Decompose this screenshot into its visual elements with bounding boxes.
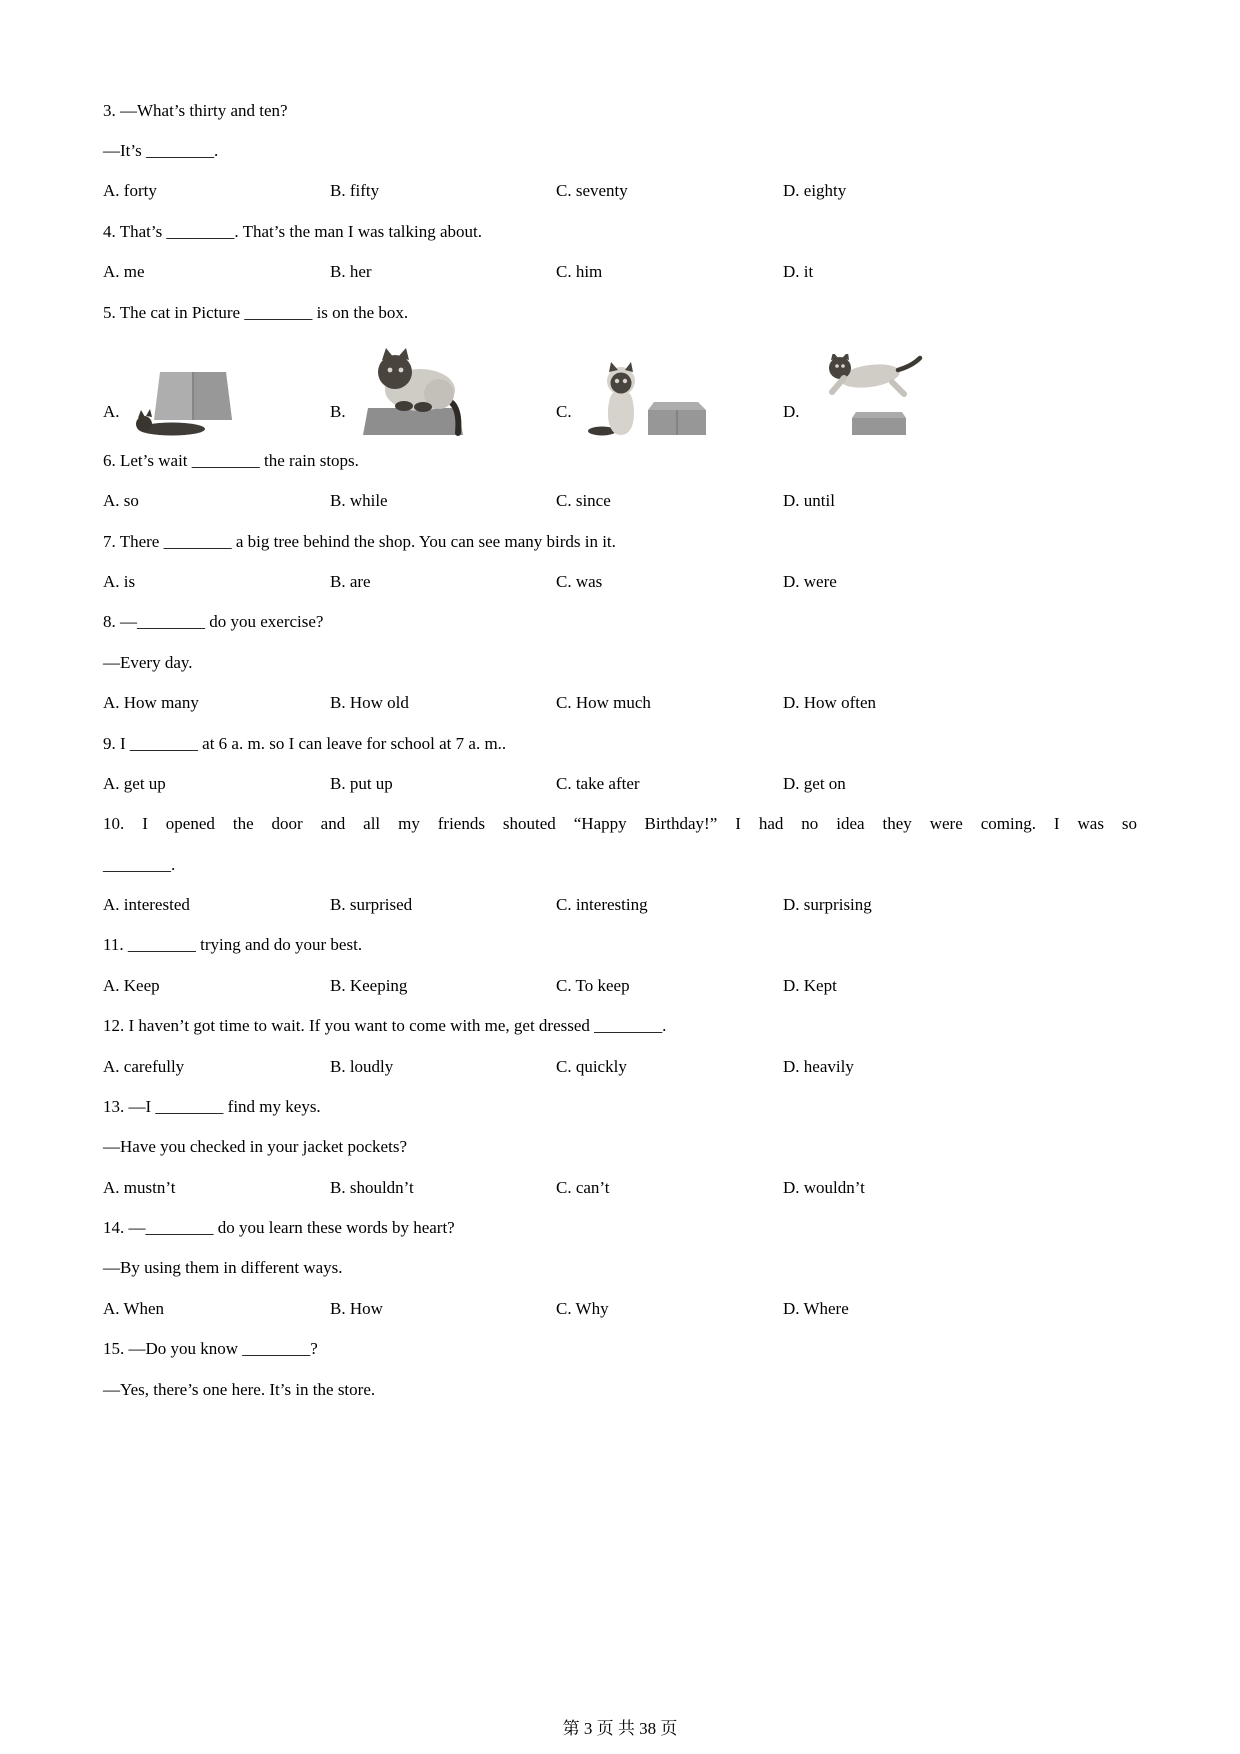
option-a: A. so	[103, 491, 139, 511]
question-reply: —Every day.	[103, 652, 193, 672]
option-a: A. carefully	[103, 1056, 185, 1076]
option-a: A. is	[103, 572, 136, 592]
option-c: C. take after	[556, 773, 640, 793]
option-c: C. him	[556, 262, 603, 282]
question-reply: —It’s ________.	[103, 141, 219, 161]
question-stem-continued: ________.	[103, 854, 176, 874]
option-b: B. put up	[330, 773, 393, 793]
cat-under-box-image	[134, 372, 246, 436]
options-row	[103, 171, 1137, 211]
options-row	[103, 561, 1137, 601]
question-block-10	[103, 804, 1137, 925]
question-reply: —By using them in different ways.	[103, 1258, 343, 1278]
option-c: C. To keep	[556, 975, 630, 995]
option-b: B. while	[330, 491, 388, 511]
question-stem: 11. ________ trying and do your best.	[103, 935, 363, 955]
picture-option-a	[103, 372, 330, 436]
question-stem: 5. The cat in Picture ________ is on the box.	[103, 302, 409, 322]
option-a: A. How many	[103, 693, 199, 713]
options-row	[103, 1167, 1137, 1207]
options-row	[103, 1288, 1137, 1328]
option-b: B. are	[330, 572, 371, 592]
question-stem: 13. —I ________ find my keys.	[103, 1096, 321, 1116]
option-a: A. get up	[103, 773, 166, 793]
options-row	[103, 884, 1137, 924]
option-b: B. fifty	[330, 181, 380, 201]
option-c: C. quickly	[556, 1056, 627, 1076]
cat-jumping-over-box-image	[814, 354, 924, 436]
option-d: D. wouldn’t	[783, 1177, 865, 1197]
cat-on-box-image	[360, 348, 464, 436]
page-number-footer: 第 3 页 共 38 页	[562, 1719, 678, 1738]
question-stem: 10. I opened the door and all my friends shouted “Happy Birthday!” I had no idea they were coming. I was so	[103, 814, 1137, 834]
picture-label-a: A.	[103, 402, 120, 422]
question-reply: —Have you checked in your jacket pockets?	[103, 1137, 407, 1157]
picture-label-c: C.	[556, 402, 572, 422]
picture-option-b	[330, 348, 556, 436]
question-block-7	[103, 521, 1137, 602]
question-block-4	[103, 211, 1137, 292]
options-row	[103, 683, 1137, 723]
options-row	[103, 965, 1137, 1005]
option-b: B. shouldn’t	[330, 1177, 414, 1197]
question-block-15	[103, 1329, 1137, 1410]
option-a: A. forty	[103, 181, 157, 201]
picture-label-b: B.	[330, 402, 346, 422]
option-a: A. me	[103, 262, 145, 282]
option-c: C. Why	[556, 1298, 609, 1318]
question-stem: 14. —________ do you learn these words by heart?	[103, 1218, 455, 1238]
option-d: D. were	[783, 572, 837, 592]
picture-option-d	[783, 354, 1137, 436]
question-stem: 4. That’s ________. That’s the man I was talking about.	[103, 221, 482, 241]
option-b: B. How	[330, 1298, 383, 1318]
option-d: D. get on	[783, 773, 846, 793]
picture-label-d: D.	[783, 402, 800, 422]
exam-page-body	[103, 90, 1137, 1409]
option-c: C. interesting	[556, 895, 648, 915]
question-stem: 15. —Do you know ________?	[103, 1339, 318, 1359]
option-d: D. it	[783, 262, 814, 282]
question-block-3	[103, 90, 1137, 211]
option-d: D. until	[783, 491, 835, 511]
option-a: A. When	[103, 1298, 165, 1318]
question-reply: —Yes, there’s one here. It’s in the store.	[103, 1379, 376, 1399]
option-c: C. How much	[556, 693, 651, 713]
option-b: B. loudly	[330, 1056, 394, 1076]
question-block-5	[103, 292, 1137, 440]
question-stem: 8. —________ do you exercise?	[103, 612, 324, 632]
picture-options-row	[103, 332, 1137, 440]
question-stem: 12. I haven’t got time to wait. If you want to come with me, get dressed ________.	[103, 1016, 667, 1036]
option-d: D. Where	[783, 1298, 849, 1318]
question-block-8	[103, 602, 1137, 723]
option-d: D. heavily	[783, 1056, 854, 1076]
options-row	[103, 252, 1137, 292]
option-b: B. Keeping	[330, 975, 408, 995]
option-d: D. Kept	[783, 975, 837, 995]
question-block-11	[103, 925, 1137, 1006]
question-stem: 9. I ________ at 6 a. m. so I can leave for school at 7 a. m..	[103, 733, 507, 753]
question-block-13	[103, 1086, 1137, 1207]
question-stem: 7. There ________ a big tree behind the shop. You can see many birds in it.	[103, 531, 616, 551]
option-a: A. Keep	[103, 975, 160, 995]
option-c: C. was	[556, 572, 603, 592]
options-row	[103, 1046, 1137, 1086]
option-b: B. her	[330, 262, 372, 282]
question-block-9	[103, 723, 1137, 804]
question-stem: 3. —What’s thirty and ten?	[103, 100, 288, 120]
question-block-12	[103, 1006, 1137, 1087]
option-b: B. surprised	[330, 895, 413, 915]
option-a: A. interested	[103, 895, 190, 915]
cat-beside-box-image	[586, 362, 708, 436]
option-d: D. surprising	[783, 895, 872, 915]
picture-option-c	[556, 362, 783, 436]
question-stem: 6. Let’s wait ________ the rain stops.	[103, 450, 359, 470]
question-block-6	[103, 440, 1137, 521]
options-row	[103, 763, 1137, 803]
option-c: C. since	[556, 491, 611, 511]
option-a: A. mustn’t	[103, 1177, 176, 1197]
options-row	[103, 481, 1137, 521]
option-c: C. seventy	[556, 181, 628, 201]
question-block-14	[103, 1207, 1137, 1328]
option-b: B. How old	[330, 693, 409, 713]
option-d: D. eighty	[783, 181, 847, 201]
option-d: D. How often	[783, 693, 877, 713]
option-c: C. can’t	[556, 1177, 610, 1197]
